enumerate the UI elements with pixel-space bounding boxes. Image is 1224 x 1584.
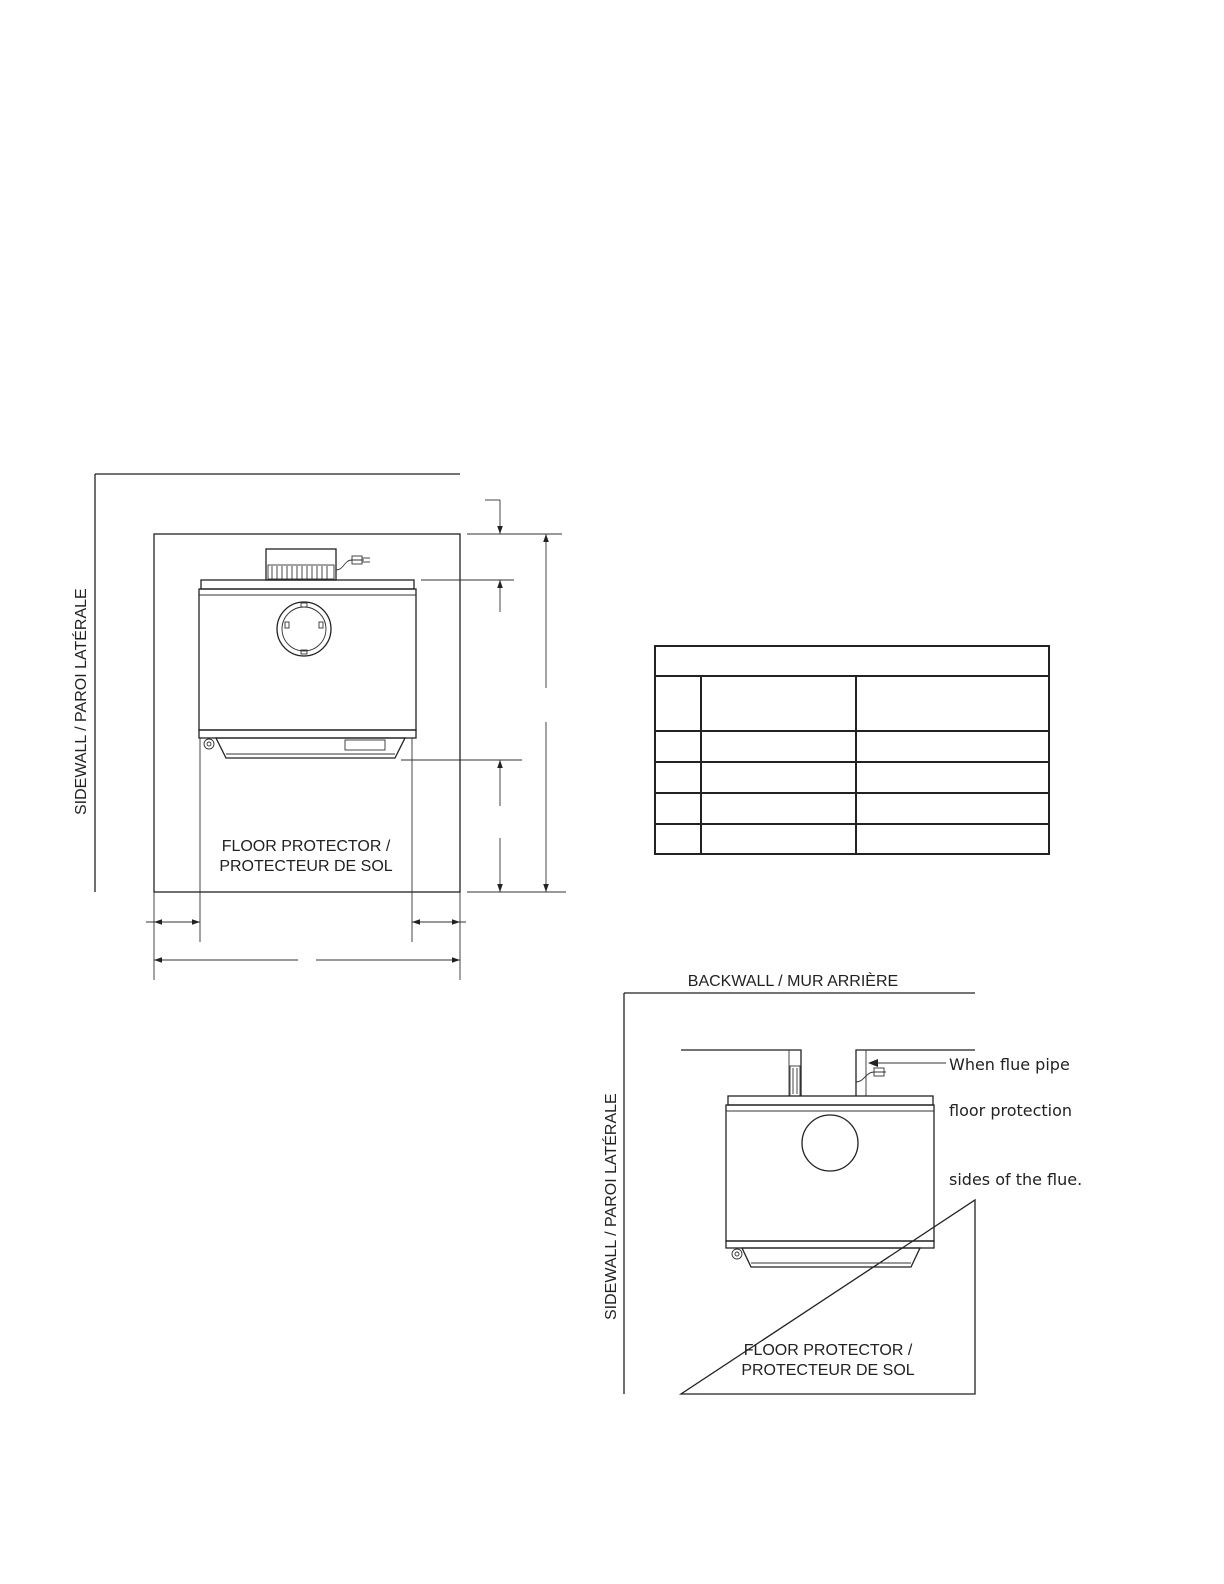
left-sidewall-label: SIDEWALL / PAROI LATÉRALE — [73, 588, 90, 815]
right-flue-collar — [802, 1115, 858, 1171]
right-backwall-label: BACKWALL / MUR ARRIÈRE — [687, 973, 899, 990]
left-flue-collar — [277, 602, 331, 656]
right-sidewall-label: SIDEWALL / PAROI LATÉRALE — [603, 1093, 620, 1320]
right-note-line-2: floor protection — [949, 1101, 1073, 1120]
right-diagram — [601, 971, 1082, 1394]
right-floor-protector-label-2: PROTECTEUR DE SOL — [741, 1362, 915, 1379]
left-stove-control-box — [266, 549, 370, 580]
left-floor-protector-label-2: PROTECTEUR DE SOL — [219, 858, 393, 875]
left-diagram — [71, 474, 566, 980]
left-floor-protector-label-1: FLOOR PROTECTOR / — [221, 838, 391, 855]
right-stove — [726, 1066, 934, 1267]
right-note-line-1: When flue pipe — [949, 1055, 1070, 1074]
right-note-line-3: sides of the flue. — [949, 1170, 1083, 1189]
clearance-table — [655, 646, 1049, 854]
left-stove-body — [199, 580, 416, 758]
right-floor-protector-label-1: FLOOR PROTECTOR / — [743, 1342, 913, 1359]
